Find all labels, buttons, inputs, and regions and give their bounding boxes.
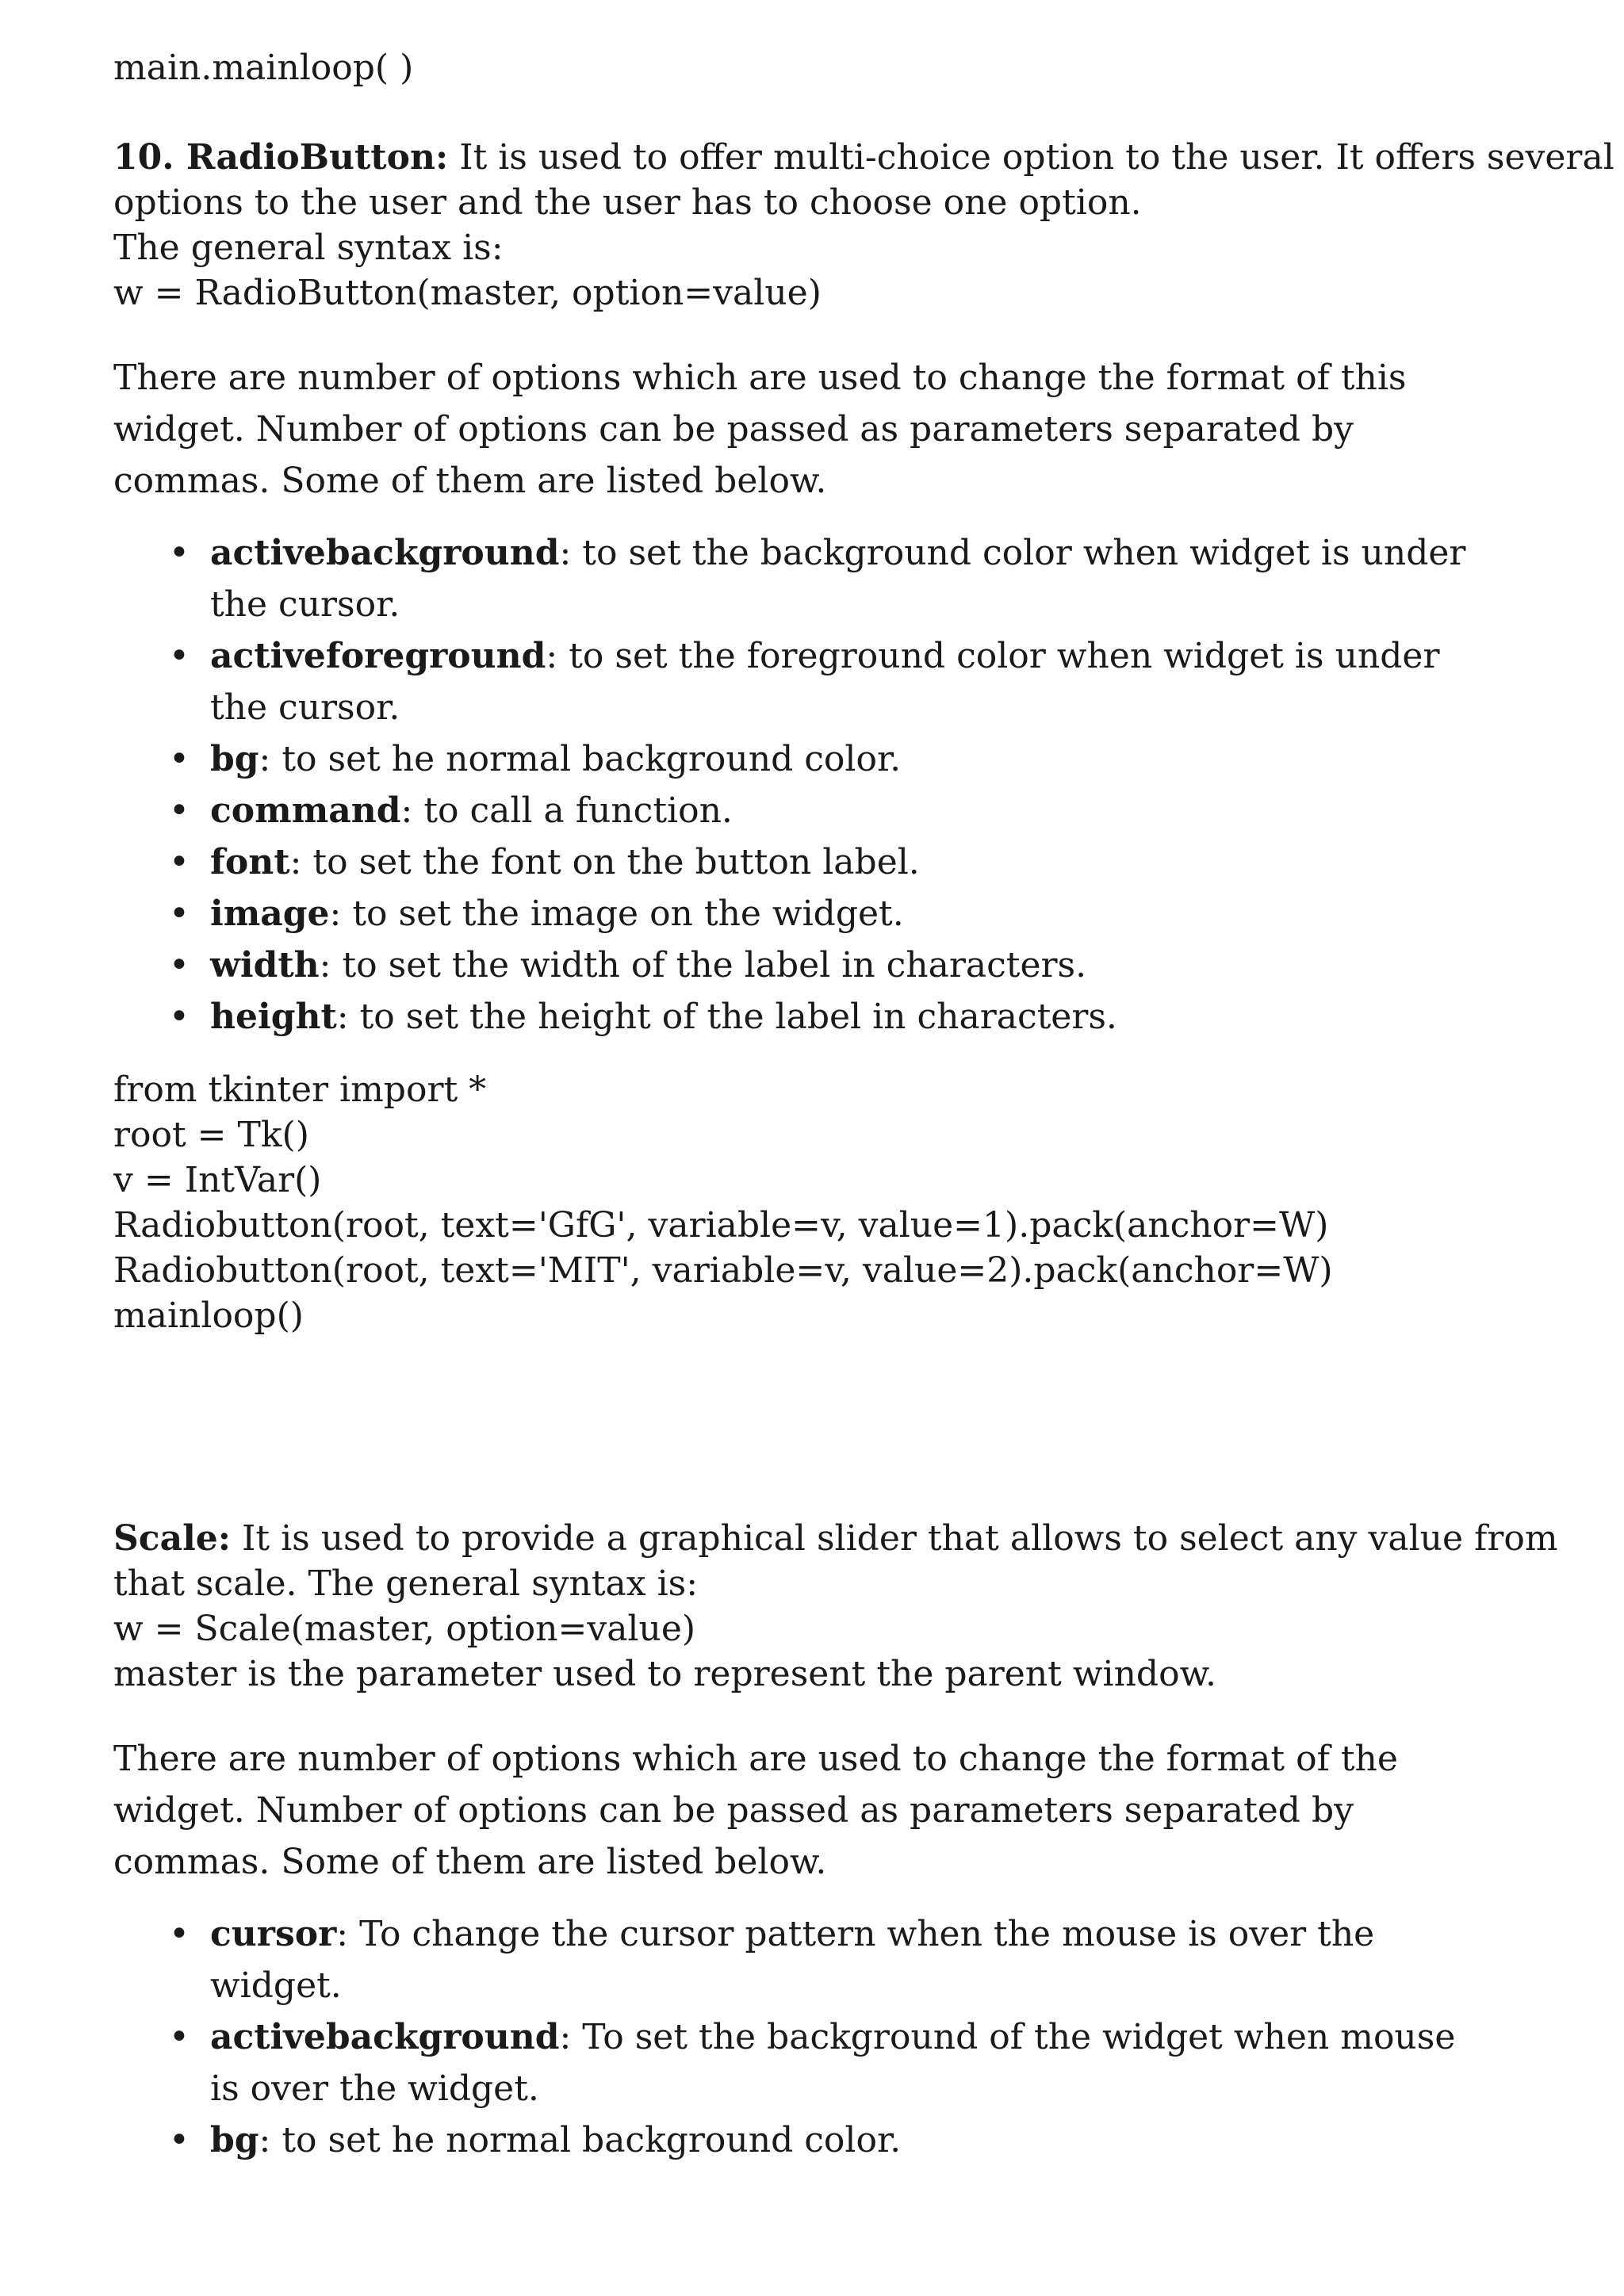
option-desc: : to set the width of the label in characters. [319,945,1087,985]
radiobutton-section-intro [113,135,1614,316]
list-item [113,991,1495,1043]
list-item [113,630,1495,733]
option-name: bg [210,739,259,779]
list-item [113,888,1495,939]
option-name: height [210,997,337,1037]
code-line: mainloop() [113,1295,304,1336]
option-desc: : to set the foreground color when widget is under the cursor. [210,636,1440,728]
code-line-mainloop: main.mainloop( ) [113,48,414,88]
option-name: activeforeground [210,636,546,676]
list-item [113,733,1495,785]
radiobutton-heading: 10. RadioButton: [113,137,449,178]
list-item [113,939,1495,991]
radiobutton-desc-line-1: 10. RadioButton: It is used to offer multi-choice option to the user. It offers several [113,137,1614,178]
code-line: root = Tk() [113,1115,309,1155]
option-desc: : To set the background of the widget when mouse is over the widget. [210,2017,1456,2109]
option-desc: : to call a function. [400,790,733,831]
option-desc: : to set the image on the widget. [329,894,904,934]
option-name: cursor [210,1914,337,1954]
scale-section-intro [113,1516,1558,1697]
option-name: bg [210,2120,259,2160]
bullet-icon: • [169,739,190,779]
radiobutton-options-intro: There are number of options which are used to change the format of this widget. Number of options can be passed as parameters separated by commas. Some of them are listed below. [113,358,1407,501]
bullet-icon: • [169,533,190,573]
bullet-icon: • [169,997,190,1037]
bullet-icon: • [169,636,190,676]
option-desc: : To change the cursor pattern when the mouse is over the widget. [210,1914,1375,2006]
option-desc: : to set he normal background color. [259,2120,902,2160]
list-item [113,836,1495,888]
list-item [113,2011,1495,2114]
option-name: activebackground [210,533,560,573]
bullet-icon: • [169,790,190,831]
radiobutton-code-block [113,1067,1525,1338]
radiobutton-syntax-intro: The general syntax is: [113,228,504,268]
scale-syntax: w = Scale(master, option=value) [113,1609,696,1649]
bullet-icon: • [169,2120,190,2160]
bullet-icon: • [169,2017,190,2057]
option-desc: : to set he normal background color. [259,739,902,779]
bullet-icon: • [169,842,190,882]
option-desc: : to set the height of the label in characters. [336,997,1117,1037]
code-line: Radiobutton(root, text='MIT', variable=v, value=2).pack(anchor=W) [113,1250,1333,1291]
radiobutton-syntax: w = RadioButton(master, option=value) [113,273,822,313]
option-name: activebackground [210,2017,560,2057]
option-desc: : to set the font on the button label. [289,842,920,882]
option-name: command [210,790,401,831]
list-item [113,785,1495,836]
scale-desc-line-1: Scale: It is used to provide a graphical slider that allows to select any value from [113,1518,1558,1559]
radiobutton-options-list [113,527,1525,1043]
list-item [113,527,1495,630]
scale-master-note: master is the parameter used to represent the parent window. [113,1654,1217,1694]
option-name: font [210,842,290,882]
scale-desc-line-2: that scale. The general syntax is: [113,1563,699,1604]
code-line: v = IntVar() [113,1160,322,1200]
list-item [113,2114,1495,2166]
bullet-icon: • [169,894,190,934]
scale-heading: Scale: [113,1518,232,1559]
scale-options-list [113,1908,1525,2166]
code-line: from tkinter import * [113,1070,487,1110]
bullet-icon: • [169,945,190,985]
scale-options-intro: There are number of options which are used to change the format of the widget. Number of options can be passed as parameters separated by commas. Some of them are listed below. [113,1739,1398,1882]
bullet-icon: • [169,1914,190,1954]
radiobutton-desc-line-2: options to the user and the user has to choose one option. [113,182,1142,223]
option-name: width [210,945,320,985]
option-desc: : to set the background color when widget is under the cursor. [210,533,1466,625]
list-item [113,1908,1495,2011]
option-name: image [210,894,330,934]
code-line: Radiobutton(root, text='GfG', variable=v, value=1).pack(anchor=W) [113,1205,1329,1246]
